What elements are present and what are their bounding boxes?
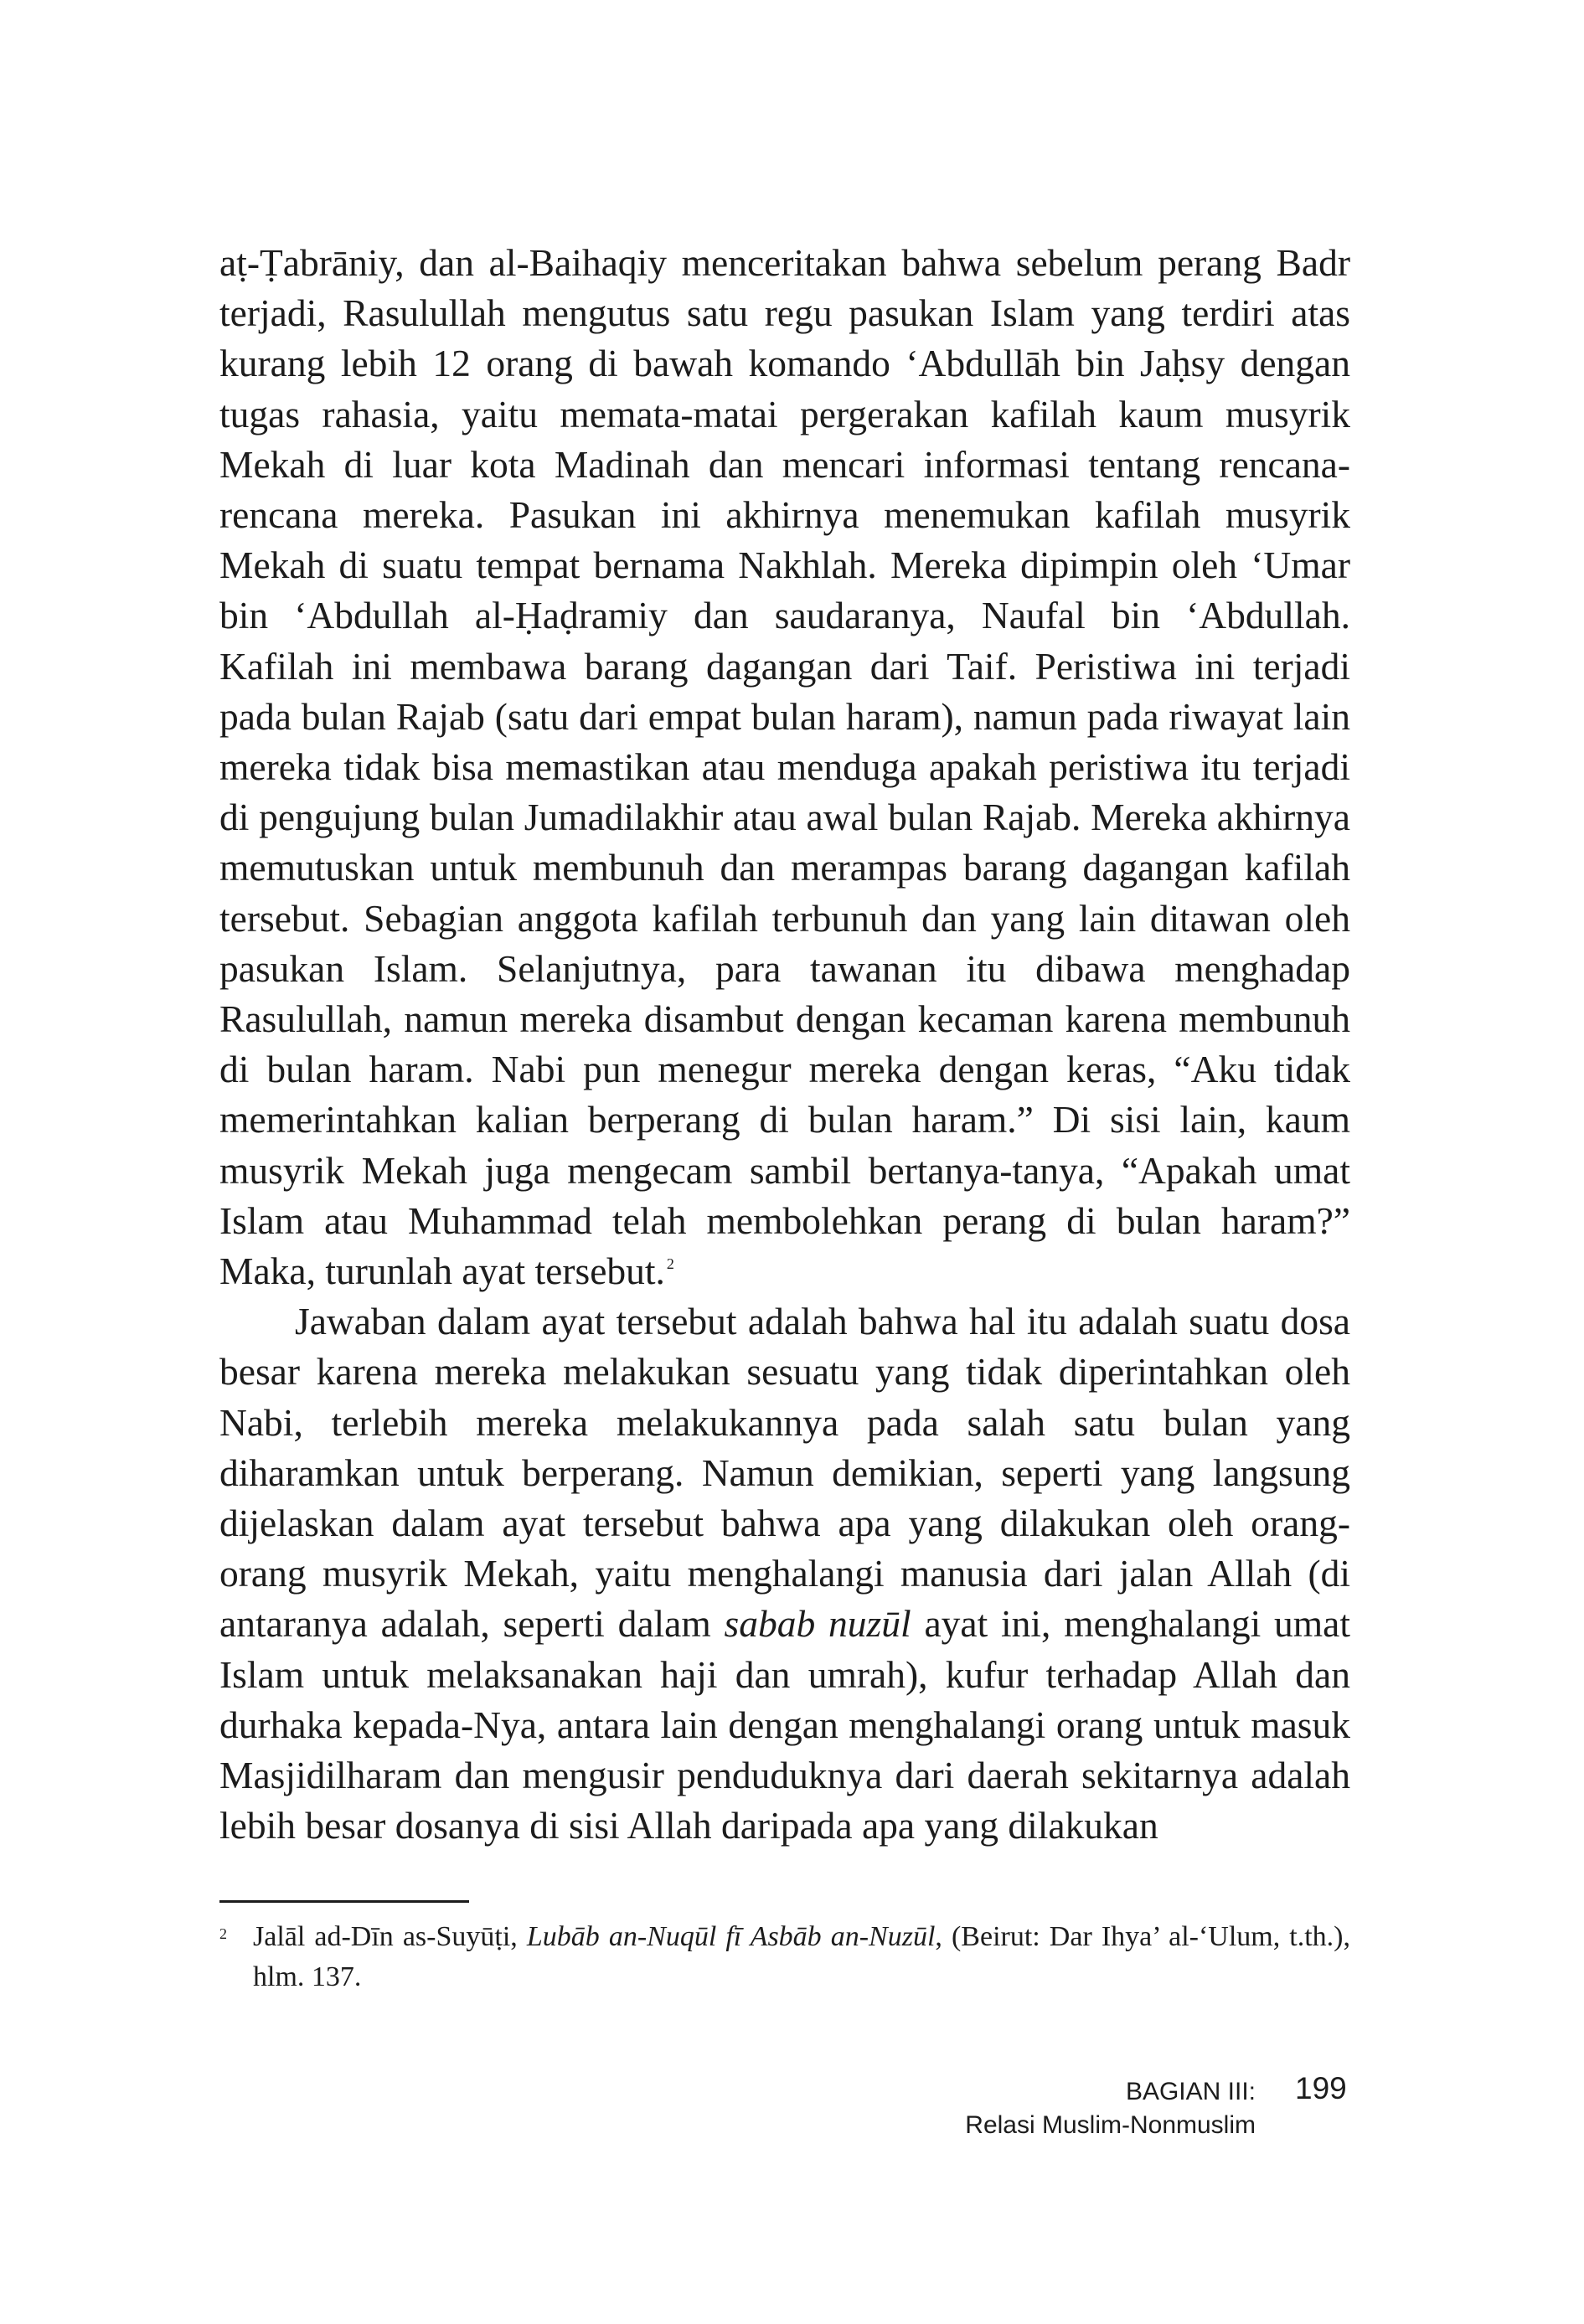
main-text <box>219 238 1350 1852</box>
paragraph-2 <box>219 1296 1350 1851</box>
footnote-divider <box>219 1900 469 1903</box>
paragraph-1-text: aṭ-Ṭabrāniy, dan al-Baihaqiy menceritakan bahwa sebelum perang Badr terjadi, Rasulullah mengutus satu regu pasukan Islam yang terdiri atas kurang lebih 12 orang di bawah komando ‘Abdullāh bin Jaḥsy dengan tugas rahasia, yaitu memata-matai pergerakan kafilah kaum musyrik Mekah di luar kota Madinah dan mencari informasi tentang rencana-rencana mereka. Pasukan ini akhirnya menemukan kafilah musyrik Mekah di suatu tempat bernama Nakhlah. Mereka dipimpin oleh ‘Umar bin ‘Abdullah al-Ḥaḍramiy dan saudaranya, Naufal bin ‘Abdullah. Kafilah ini membawa barang dagangan dari Taif. Peristiwa ini terjadi pada bulan Rajab (satu dari empat bulan haram), namun pada riwayat lain mereka tidak bisa memastikan atau menduga apakah peristiwa itu terjadi di pengujung bulan Jumadilakhir atau awal bulan Rajab. Mereka akhirnya memutuskan untuk membunuh dan merampas barang dagangan kafilah tersebut. Sebagian anggota kafilah terbunuh dan yang lain ditawan oleh pasukan Islam. Selanjutnya, para tawanan itu dibawa menghadap Rasulullah, namun mereka disambut dengan kecaman karena membunuh di bulan haram. Nabi pun menegur mereka dengan keras, “Aku tidak memerintahkan kalian berperang di bulan haram.” Di sisi lain, kaum musyrik Mekah juga mengecam sambil bertanya-tanya, “Apakah umat Islam atau Muhammad telah membolehkan perang di bulan haram?” Maka, turunlah ayat tersebut. <box>219 241 1350 1293</box>
footnote-book-title: Lubāb an-Nuqūl fī Asbāb an-Nuzūl <box>526 1921 936 1952</box>
footnote-author: Jalāl ad-Dīn as-Suyūṭi, <box>253 1921 527 1952</box>
paragraph-1 <box>219 238 1350 1296</box>
paragraph-2-text-end: ayat ini, menghalangi umat Islam untuk melaksanakan haji dan umrah), kufur terhadap Allah dan durhaka kepada-Nya, antara lain dengan menghalangi orang untuk masuk Masjidilharam dan mengusir penduduknya dari daerah sekitarnya adalah lebih besar dosanya di sisi Allah daripada apa yang dilakukan <box>219 1602 1350 1847</box>
page-number: 199 <box>1295 2071 1347 2105</box>
footnote-publication: , (Beirut: Dar Ihya’ al-‘Ulum, t.th.), hlm. 137. <box>253 1921 1351 1992</box>
footnote-reference: 2 <box>666 1255 674 1273</box>
running-footer <box>965 2075 1256 2142</box>
footnote-number: 2 <box>219 1925 227 1942</box>
paragraph-2-text-start: Jawaban dalam ayat tersebut adalah bahwa hal itu adalah suatu dosa besar karena mereka melakukan sesuatu yang tidak diperintahkan oleh Nabi, terlebih mereka melakukannya pada salah satu bulan yang diharamkan untuk berperang. Namun demikian, seperti yang langsung dijelaskan dalam ayat tersebut bahwa apa yang dilakukan oleh orang-orang musyrik Mekah, yaitu menghalangi manusia dari jalan Allah (di antaranya adalah, seperti dalam <box>219 1300 1350 1646</box>
footnote-text <box>253 1917 1350 1997</box>
footer-section: BAGIAN III: <box>1125 2078 1256 2105</box>
paragraph-2-italic-term: sabab nuzūl <box>724 1602 911 1646</box>
footer-subtitle: Relasi Muslim-Nonmuslim <box>965 2111 1256 2139</box>
footnote <box>219 1917 1350 1997</box>
